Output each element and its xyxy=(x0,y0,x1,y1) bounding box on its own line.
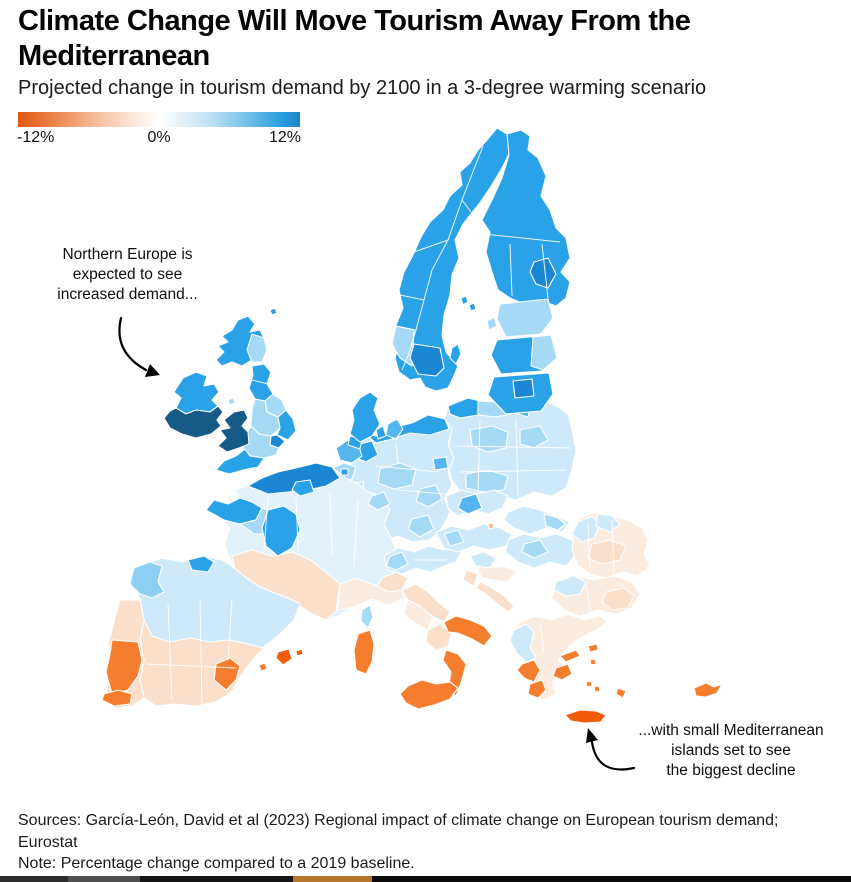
region-sicily xyxy=(400,680,458,709)
region-poland-coast-west xyxy=(448,398,480,418)
region-rhodes xyxy=(616,688,626,698)
region-shetland xyxy=(270,308,277,315)
region-vienna-dot xyxy=(488,523,494,529)
region-wales xyxy=(218,410,249,452)
map-regions xyxy=(102,128,722,723)
region-denmark-jutland xyxy=(350,392,380,442)
region-belgium-brussels xyxy=(341,469,348,475)
region-spain-galicia xyxy=(130,562,164,598)
region-corsica xyxy=(361,605,373,628)
region-cyclades-1 xyxy=(586,681,592,687)
region-latvia-east xyxy=(531,335,557,370)
region-isle-of-man xyxy=(228,398,235,405)
region-croatia-dalmatia xyxy=(476,582,514,612)
annotation-line: Northern Europe is xyxy=(62,246,193,263)
annotation-line: the biggest decline xyxy=(666,762,796,779)
footer xyxy=(18,810,836,875)
region-germany-berlin xyxy=(433,457,448,470)
bottom-bar-segment-3 xyxy=(293,876,372,882)
region-croatia-istria xyxy=(463,570,478,586)
region-crete xyxy=(565,710,606,723)
annotation-line: increased demand... xyxy=(57,286,198,303)
annotation-line: ...with small Mediterranean xyxy=(638,722,824,739)
region-aland-1 xyxy=(461,296,468,305)
region-mallorca xyxy=(276,649,292,665)
arrow-head-south xyxy=(586,728,598,743)
annotation-line: expected to see xyxy=(72,266,183,283)
region-slovenia xyxy=(470,552,496,568)
region-estonia-islands xyxy=(487,317,497,330)
region-menorca xyxy=(296,649,303,656)
legend-zero-label: 0% xyxy=(147,129,171,146)
region-aland-2 xyxy=(469,303,476,311)
bottom-bar-segment-4 xyxy=(372,876,851,882)
arrow-head-north xyxy=(145,364,160,377)
legend-max-label: 12% xyxy=(268,129,301,146)
region-romania-center xyxy=(588,540,626,564)
region-italy-puglia xyxy=(444,616,492,646)
region-croatia-north xyxy=(476,566,516,582)
chart-subtitle: Projected change in tourism demand by 2100 in a 3-degree warming scenario xyxy=(18,77,707,99)
legend-min-label: -12% xyxy=(17,129,55,146)
region-sardinia xyxy=(354,630,374,674)
arrow-curve-north xyxy=(119,318,146,370)
region-ireland-south xyxy=(164,406,223,438)
region-cyprus xyxy=(694,683,722,697)
annotation-northern-europe xyxy=(25,245,230,305)
region-estonia xyxy=(497,299,553,337)
region-ireland-north xyxy=(174,372,219,414)
note-text: Note: Percentage change compared to a 2019 baseline. xyxy=(18,855,415,872)
chart-title: Climate Change Will Move Tourism Away From the Mediterranean xyxy=(18,5,691,72)
region-chios xyxy=(590,659,596,665)
region-cyclades-2 xyxy=(594,686,600,692)
bottom-bar-segment-1 xyxy=(68,876,140,882)
bottom-bar-segment-0 xyxy=(0,876,68,882)
region-lithuania-central xyxy=(513,379,534,398)
annotation-mediterranean-islands xyxy=(611,721,851,781)
region-lesbos xyxy=(588,644,598,652)
region-ibiza xyxy=(259,663,267,671)
annotation-line: islands set to see xyxy=(671,742,791,759)
bottom-bar-segment-2 xyxy=(140,876,293,882)
sources-text: Sources: García-León, David et al (2023) Regional impact of climate change on European tourism demand; Eurostat xyxy=(18,812,779,851)
bottom-media-bar[interactable] xyxy=(0,876,851,882)
